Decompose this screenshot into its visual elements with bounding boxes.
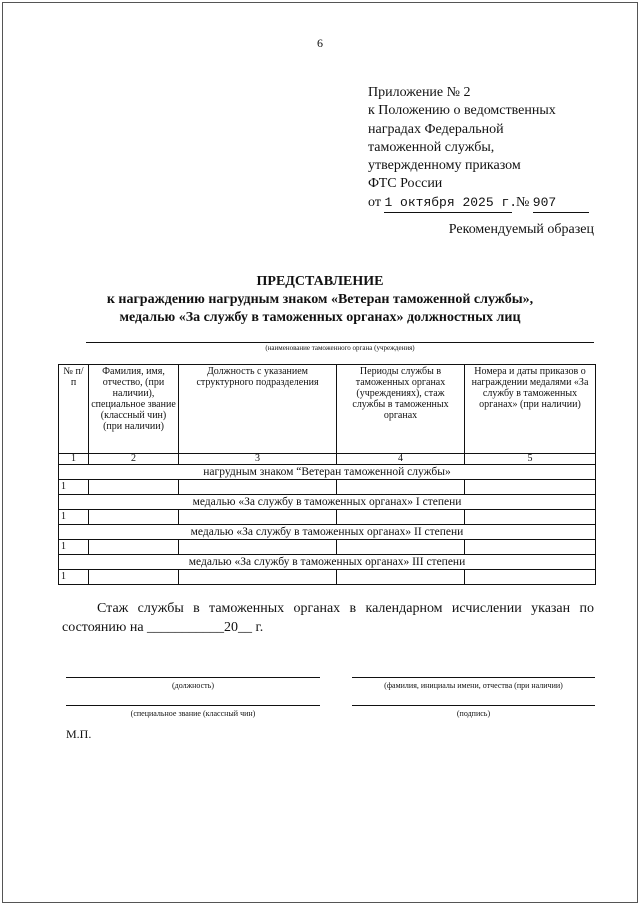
- rank-line: [66, 705, 320, 706]
- section-title: медалью «За службу в таможенных органах» I степени: [59, 495, 596, 510]
- column-number-row: [59, 454, 596, 465]
- appendix-line: таможенной службы,: [368, 139, 495, 155]
- signature-caption: (подпись): [456, 709, 491, 718]
- section-title: медалью «За службу в таможенных органах» II степени: [59, 525, 596, 540]
- document-title: [0, 273, 640, 327]
- rank-caption: (специальное звание (классный чин): [130, 709, 256, 718]
- appendix-line: ФТС России: [368, 176, 443, 192]
- number-cell: 5: [465, 454, 596, 465]
- nominees-table: [58, 364, 596, 585]
- page-number: 6: [317, 36, 323, 50]
- header-cell: Фамилия, имя, отчество, (при наличии), специальное звание (классный чин) (при наличии): [89, 365, 179, 454]
- title-line: к награждению нагрудным знаком «Ветеран таможенной службы»,: [106, 292, 534, 307]
- stamp-place: М.П.: [66, 727, 92, 741]
- header-cell: Номера и даты приказов о награждении медалями «За службу в таможенных органах» (при наличии): [465, 365, 596, 454]
- header-cell: № п/п: [59, 365, 89, 454]
- form-body: [58, 364, 595, 747]
- fio-caption: (фамилия, инициалы имени, отчества (при наличии): [384, 681, 563, 690]
- cell: [179, 540, 337, 555]
- cell: [179, 510, 337, 525]
- appendix-block: [368, 84, 618, 213]
- org-caption: (наименование таможенного органа (учреждения): [265, 344, 415, 352]
- cell: [465, 540, 596, 555]
- number-cell: 1: [59, 454, 89, 465]
- number-cell: 3: [179, 454, 337, 465]
- table-header-row: [59, 365, 596, 454]
- service-length-text: Стаж службы в таможенных органах в календарном исчислении указан по состоянию на ___________20__ г.: [62, 601, 594, 635]
- appendix-line: наградах Федеральной: [368, 121, 504, 137]
- table-row: [59, 510, 596, 525]
- number-cell: 4: [337, 454, 465, 465]
- cell: [89, 570, 179, 585]
- table-row: [59, 540, 596, 555]
- section-title: нагрудным знаком “Ветеран таможенной службы»: [59, 465, 596, 480]
- title-line: ПРЕДСТАВЛЕНИЕ: [256, 274, 384, 289]
- org-name-line: [86, 342, 594, 343]
- order-date-line: [368, 194, 618, 213]
- header-cell: Должность с указанием структурного подразделения: [179, 365, 337, 454]
- cell: [337, 510, 465, 525]
- cell: [89, 540, 179, 555]
- number-prefix: №: [515, 194, 530, 210]
- cell: [89, 510, 179, 525]
- appendix-line: утвержденному приказом: [368, 158, 521, 174]
- position-caption: (должность): [172, 681, 214, 690]
- order-date: 1 октября 2025 г.: [384, 194, 512, 213]
- signature-line: [352, 705, 595, 706]
- table-row: [59, 480, 596, 495]
- cell: [337, 540, 465, 555]
- table-row: [59, 570, 596, 585]
- cell: [179, 480, 337, 495]
- signature-block: [58, 677, 595, 747]
- row-number: 1: [59, 570, 89, 585]
- cell: [465, 480, 596, 495]
- position-line: [66, 677, 320, 678]
- section-title: медалью «За службу в таможенных органах» III степени: [59, 555, 596, 570]
- appendix-line: к Положению о ведомственных: [368, 103, 556, 119]
- cell: [89, 480, 179, 495]
- cell: [179, 570, 337, 585]
- cell: [465, 510, 596, 525]
- fio-line: [352, 677, 595, 678]
- cell: [465, 570, 596, 585]
- date-prefix: от: [368, 194, 381, 210]
- title-line: медалью «За службу в таможенных органах» должностных лиц: [119, 310, 521, 325]
- appendix-line: Приложение № 2: [368, 85, 471, 100]
- cell: [337, 480, 465, 495]
- row-number: 1: [59, 480, 89, 495]
- row-number: 1: [59, 540, 89, 555]
- order-number: 907: [533, 194, 589, 213]
- header-cell: Периоды службы в таможенных органах (учреждениях), стаж службы в таможенных органах: [337, 365, 465, 454]
- cell: [337, 570, 465, 585]
- row-number: 1: [59, 510, 89, 525]
- number-cell: 2: [89, 454, 179, 465]
- sample-label: Рекомендуемый образец: [448, 222, 594, 237]
